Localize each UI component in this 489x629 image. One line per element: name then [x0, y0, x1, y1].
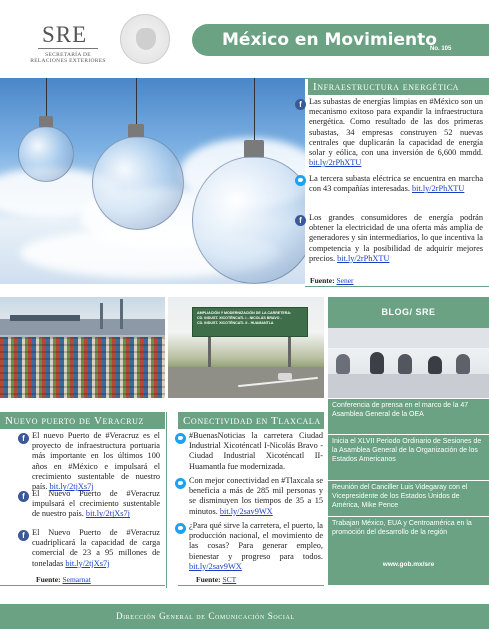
twitter-icon[interactable] — [175, 478, 186, 489]
facebook-icon[interactable]: f — [18, 530, 29, 541]
energia-link-3[interactable]: bit.ly/2rPhXTU — [337, 253, 390, 263]
tlaxcala-item-3: ¿Para qué sirve la carretera, el puerto, la producción nacional, el movimiento de las cosas? Para generar empleo, bienestar y progreso para todos. bit.ly/2sav9WX — [189, 521, 323, 571]
section-rule — [178, 412, 324, 413]
tlaxcala-item-2: Con mejor conectividad en #Tlaxcala se beneficia a más de 285 mil personas y se disminuyen los tiempos de 35 a 15 minutos. bit.ly/2sav9WX — [189, 476, 323, 516]
lightbulbs-photo — [0, 78, 305, 284]
section-heading-energia: Infraestructura energética — [308, 79, 489, 95]
twitter-icon[interactable] — [295, 175, 306, 186]
veracruz-link-1[interactable]: bit.ly/2tjXs7j — [49, 482, 94, 492]
tlaxcala-source-link[interactable]: SCT — [222, 575, 237, 584]
issue-number: No. 105 — [430, 46, 452, 52]
energia-source: Fuente: Sener — [310, 276, 354, 285]
blog-item-2[interactable]: Inicia el XLVII Periodo Ordinario de Sesiones de la Asamblea General de la Organización de los Estados Americanos — [328, 434, 489, 480]
veracruz-link-3[interactable]: bit.ly/2tjXs7j — [65, 558, 110, 568]
veracruz-source-link[interactable]: Semarnat — [62, 575, 91, 584]
facebook-icon[interactable]: f — [295, 99, 306, 110]
facebook-icon[interactable]: f — [295, 215, 306, 226]
section-rule — [0, 585, 165, 586]
veracruz-source: Fuente: Semarnat — [36, 575, 91, 584]
section-rule — [178, 585, 324, 586]
energia-link-1[interactable]: bit.ly/2rPhXTU — [309, 158, 362, 168]
tlaxcala-item-1: #BuenasNoticias la carretera Ciudad Industrial Xicoténcatl I-Nicolás Bravo -Ciudad Industrial Xicoténcatl II-Huamantla fue modernizada. — [189, 431, 323, 471]
logo-subtitle: SECRETARÍA DE RELACIONES EXTERIORES — [30, 52, 106, 64]
press-conference-photo — [328, 328, 489, 398]
road-sign-line-2: CD. INDUST. XICOTÉNCATL I - NICOLÁS BRAVO - — [197, 316, 282, 320]
section-rule — [305, 78, 489, 79]
national-seal-icon — [120, 14, 170, 64]
tlaxcala-road-photo — [168, 297, 324, 398]
veracruz-port-photo — [0, 297, 165, 398]
blog-item-4[interactable]: Trabajan México, EUA y Centroamérica en la promoción del desarrollo de la región — [328, 516, 489, 554]
footer-credit: Dirección General de Comunicación Social — [0, 604, 489, 629]
column-divider — [166, 412, 167, 588]
energia-item-3: Los grandes consumidores de energía podrán obtener la electricidad de una oferta más amplia de generadores y sin intermediarios, lo que incentiva la competencia y la posibilidad de adquirir mejores precios. bit.ly/2rPhXTU — [309, 213, 483, 263]
facebook-icon[interactable]: f — [18, 433, 29, 444]
energia-item-2: La tercera subasta eléctrica se encuentra en marcha con 43 compañías interesadas. bit.ly/2rPhXTU — [309, 174, 483, 194]
section-heading-tlaxcala: Conectividad en Tlaxcala — [178, 413, 324, 429]
sre-logo-text: SRE — [42, 22, 88, 47]
tlaxcala-link-3[interactable]: bit.ly/2sav9WX — [189, 561, 242, 571]
veracruz-item-2: El Nuevo Puerto de #Veracruz impulsará el crecimiento sustentable de nuestro país. bit.ly/2tjXs7j — [32, 489, 160, 519]
newsletter-title: México en Movimiento — [222, 30, 437, 50]
section-rule — [0, 412, 165, 413]
veracruz-item-3: El Nuevo Puerto de #Veracruz cuadriplicará la capacidad de carga comercial de 23 a 95 millones de toneladas bit.ly/2tjXs7j — [32, 528, 160, 568]
blog-item-1[interactable]: Conferencia de prensa en el marco de la 47 Asamblea General de la OEA — [328, 398, 489, 434]
section-heading-veracruz: Nuevo puerto de Veracruz — [0, 413, 165, 429]
twitter-icon[interactable] — [175, 523, 186, 534]
twitter-icon[interactable] — [175, 433, 186, 444]
logo-divider — [38, 48, 98, 49]
tlaxcala-link-2[interactable]: bit.ly/2sav9WX — [219, 506, 273, 516]
road-sign-line-3: CD. INDUST. XICOTÉNCATL II - HUAMANTLA — [197, 321, 274, 325]
road-sign-line-1: AMPLIACIÓN Y MODERNIZACIÓN DE LA CARRETERA: — [197, 311, 292, 315]
veracruz-link-2[interactable]: bit.ly/2tjXs7j — [85, 509, 130, 519]
facebook-icon[interactable]: f — [18, 491, 29, 502]
blog-url[interactable]: www.gob.mx/sre — [328, 554, 489, 585]
tlaxcala-source: Fuente: SCT — [196, 575, 237, 584]
energia-link-2[interactable]: bit.ly/2rPhXTU — [412, 184, 465, 194]
section-rule — [305, 286, 489, 287]
energia-item-1: Las subastas de energías limpias en #México son un mecanismo exitoso para expandir la infraestructura energética. Como resultado de las dos primeras subastas, 34 empresas construyen 52 nuevas centrales que duplicarán la capacidad de energía solar y eólica, con una inversión de 6,600 mmdd. bit.ly/2rPhXTU — [309, 97, 483, 168]
blog-heading: BLOG/ SRE — [328, 297, 489, 328]
energia-source-link[interactable]: Sener — [336, 276, 354, 285]
blog-item-3[interactable]: Reunión del Canciller Luis Videgaray con el Vicepresidente de los Estados Unidos de América, Mike Pence — [328, 480, 489, 516]
veracruz-item-1: El nuevo Puerto de #Veracruz es el proyecto de infraestructura portuaria más importante en los últimos 100 años en #México e impulsará el crecimiento sustentable de nuestro país. bit.ly/2tjXs7j — [32, 431, 160, 492]
